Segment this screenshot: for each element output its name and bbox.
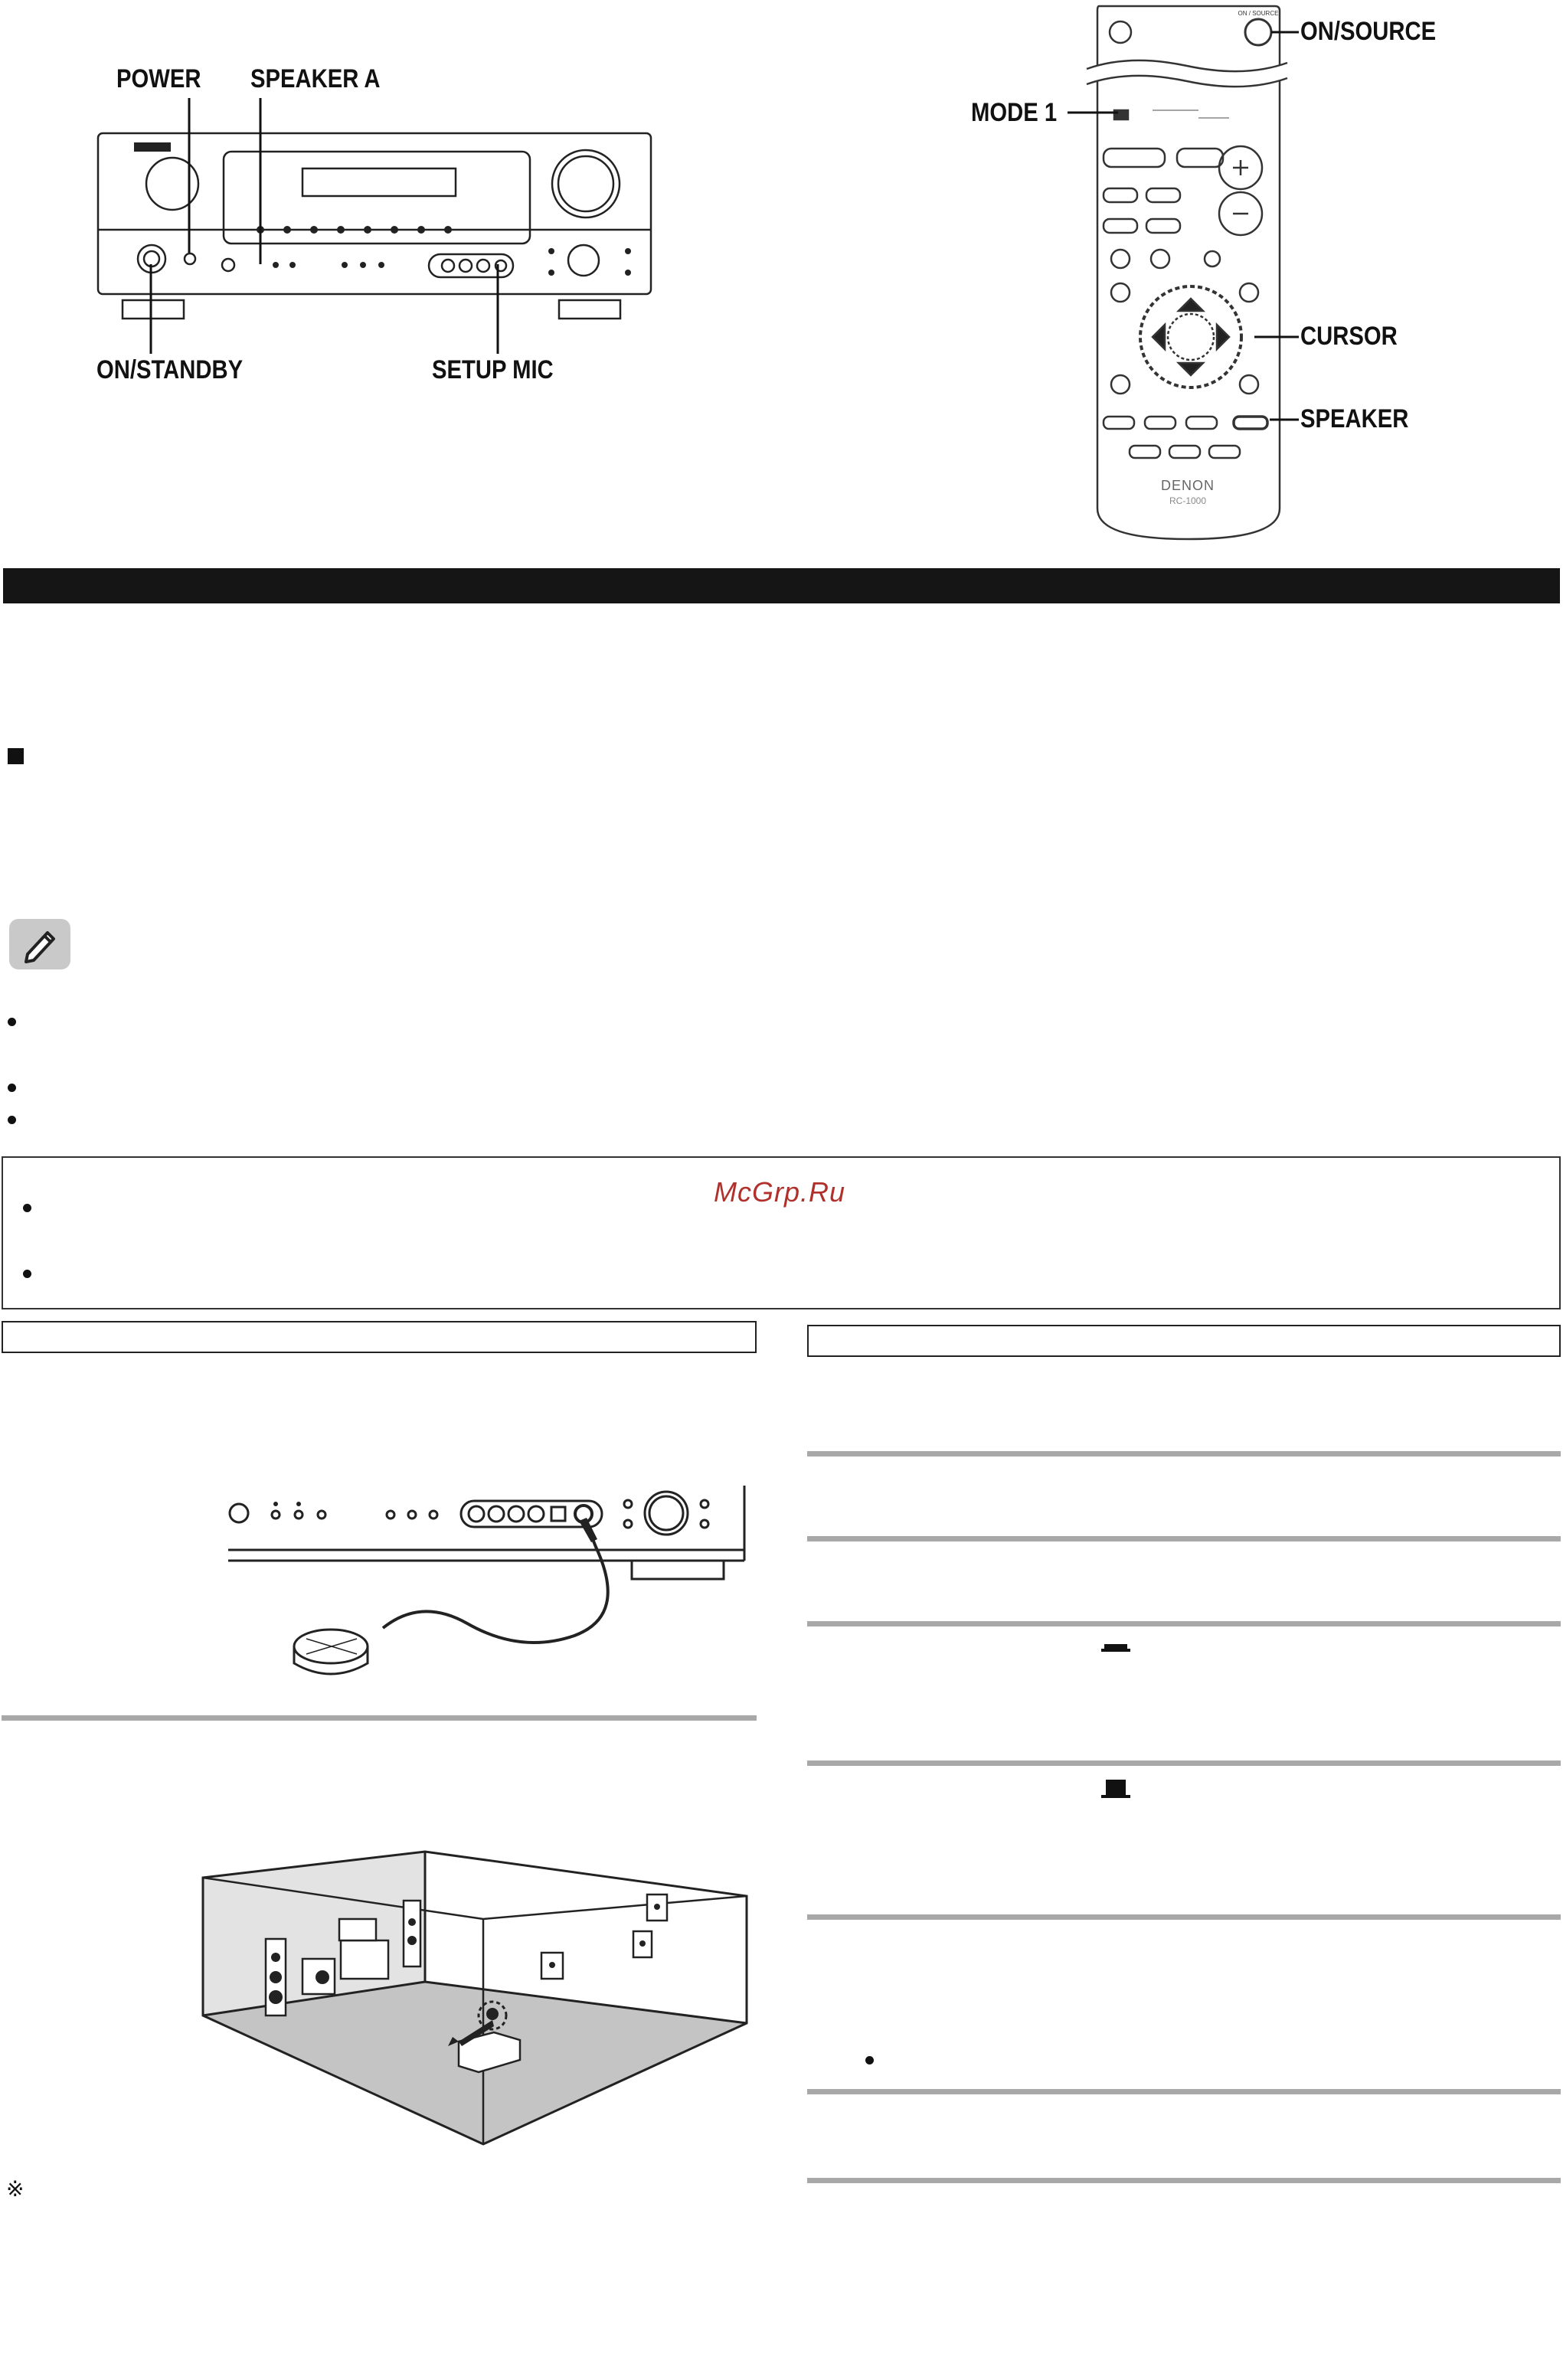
callout-on-source: ON/SOURCE — [1300, 17, 1437, 46]
remote-model: RC-1000 — [1169, 495, 1207, 506]
callout-setup-mic: SETUP MIC — [432, 355, 554, 384]
callout-mode-1: MODE 1 — [971, 98, 1058, 127]
caution-bullet-1 — [23, 1204, 31, 1212]
square-bullet-icon — [8, 748, 24, 764]
remote-top-button-label: ON / SOURCE — [1238, 10, 1279, 17]
button-indicator-icon-1 — [1101, 1641, 1132, 1653]
reference-mark: ※ — [6, 2177, 25, 2201]
step-bullet — [865, 2056, 874, 2065]
callout-speaker-a: SPEAKER A — [250, 64, 381, 93]
step-rule-4 — [807, 1760, 1561, 1766]
callout-cursor: CURSOR — [1300, 322, 1398, 351]
note-bullet-3 — [8, 1116, 16, 1124]
button-indicator-icon-2 — [1101, 1778, 1132, 1800]
left-step-header-box — [2, 1321, 757, 1353]
watermark: McGrp.Ru — [714, 1176, 846, 1208]
listening-room-illustration — [195, 1845, 754, 2152]
step-rule-5 — [807, 1914, 1561, 1920]
receiver-callout-lines — [0, 0, 689, 383]
note-bullet-1 — [8, 1018, 16, 1026]
step-rule-2 — [807, 1536, 1561, 1541]
callout-power: POWER — [116, 64, 201, 93]
remote-brand: DENON — [1160, 478, 1215, 493]
callout-on-standby: ON/STANDBY — [96, 355, 244, 384]
pencil-icon — [9, 919, 70, 969]
left-divider-rule — [2, 1715, 757, 1721]
step-rule-3 — [807, 1621, 1561, 1626]
remote-callout-lines — [1057, 0, 1302, 459]
setup-mic-connection-illustration — [214, 1470, 766, 1700]
caution-bullet-2 — [23, 1270, 31, 1278]
step-rule-6 — [807, 2089, 1561, 2094]
step-rule-7 — [807, 2178, 1561, 2183]
step-rule-1 — [807, 1451, 1561, 1456]
right-step-header-box — [807, 1325, 1561, 1357]
section-title-bar — [3, 568, 1560, 603]
callout-speaker: SPEAKER — [1300, 404, 1409, 433]
note-bullet-2 — [8, 1084, 16, 1092]
